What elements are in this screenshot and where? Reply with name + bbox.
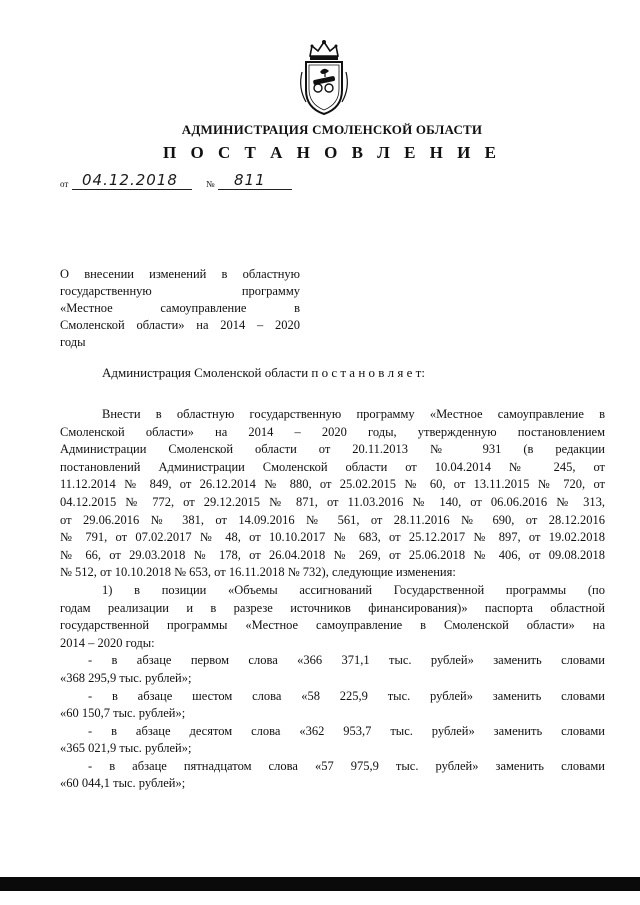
date-prefix: от [60, 179, 69, 189]
subject-line: государственную программу [60, 284, 300, 298]
body-line: 2014 – 2020 годы: [60, 635, 155, 650]
body-line: 11.12.2014 № 849, от 26.12.2014 № 880, от 25.02.2015 № 60, от 13.11.2015 № 720, от [60, 477, 605, 492]
agency-name: АДМИНИСТРАЦИЯ СМОЛЕНСКОЙ ОБЛАСТИ [181, 122, 483, 137]
document-subject [60, 266, 300, 351]
subject-line: О внесении изменений в областную [60, 267, 300, 281]
body-line: «365 021,9 тыс. рублей»; [60, 741, 192, 756]
body-line: государственной программы «Местное самоуправление в Смоленской области» на [60, 618, 605, 633]
document-body [60, 406, 605, 793]
body-line: «60 150,7 тыс. рублей»; [60, 706, 186, 721]
subject-line: «Местное самоуправление в [60, 301, 300, 315]
body-line: - в абзаце шестом слова «58 225,9 тыс. рублей» заменить словами [88, 688, 605, 703]
document-title: П О С Т А Н О В Л Е Н И Е [163, 143, 501, 162]
subject-line: годы [60, 335, 86, 349]
body-line: № 791, от 07.02.2017 № 48, от 10.10.2017 № 683, от 25.12.2017 № 897, от 19.02.2018 [60, 530, 605, 545]
body-line: № 512, от 10.10.2018 № 653, от 16.11.2018 № 732), следующие изменения: [60, 565, 456, 580]
coat-of-arms-icon [296, 38, 352, 118]
scan-edge-bar [0, 877, 640, 891]
body-line: «368 295,9 тыс. рублей»; [60, 670, 192, 685]
body-line: Внести в областную государственную программу «Местное самоуправление в [102, 407, 605, 421]
body-line: - в абзаце десятом слова «362 953,7 тыс. рублей» заменить словами [88, 723, 605, 738]
number-value: 811 [234, 171, 266, 189]
body-line: от 29.06.2016 № 381, от 14.09.2016 № 561, от 28.11.2016 № 690, от 28.12.2016 [60, 512, 605, 527]
body-line: постановлений Администрации Смоленской области от 10.04.2014 № 245, от [60, 459, 605, 474]
body-line: № 66, от 29.03.2018 № 178, от 26.04.2018 № 269, от 25.06.2018 № 406, от 09.08.2018 [60, 547, 605, 562]
body-line: - в абзаце первом слова «366 371,1 тыс. рублей» заменить словами [88, 653, 605, 668]
body-line: Смоленской области» на 2014 – 2020 годы, утвержденную постановлением [60, 424, 605, 439]
body-line: 04.12.2015 № 772, от 29.12.2015 № 871, от 11.03.2016 № 140, от 06.06.2016 № 313, [60, 494, 605, 509]
decree-statement: Администрация Смоленской области п о с т а н о в л я е т: [102, 365, 425, 380]
body-line: Администрации Смоленской области от 20.11.2013 № 931 (в редакции [60, 442, 605, 457]
body-line: годам реализации и в разрезе источников финансирования)» паспорта областной [60, 600, 605, 615]
body-line: «60 044,1 тыс. рублей»; [60, 776, 186, 791]
subject-line: Смоленской области» на 2014 – 2020 [60, 318, 300, 332]
body-line: 1) в позиции «Объемы ассигнований Государственной программы (по [102, 582, 605, 597]
body-line: - в абзаце пятнадцатом слова «57 975,9 тыс. рублей» заменить словами [88, 758, 605, 773]
date-value: 04.12.2018 [82, 171, 178, 189]
number-prefix: № [206, 179, 215, 189]
